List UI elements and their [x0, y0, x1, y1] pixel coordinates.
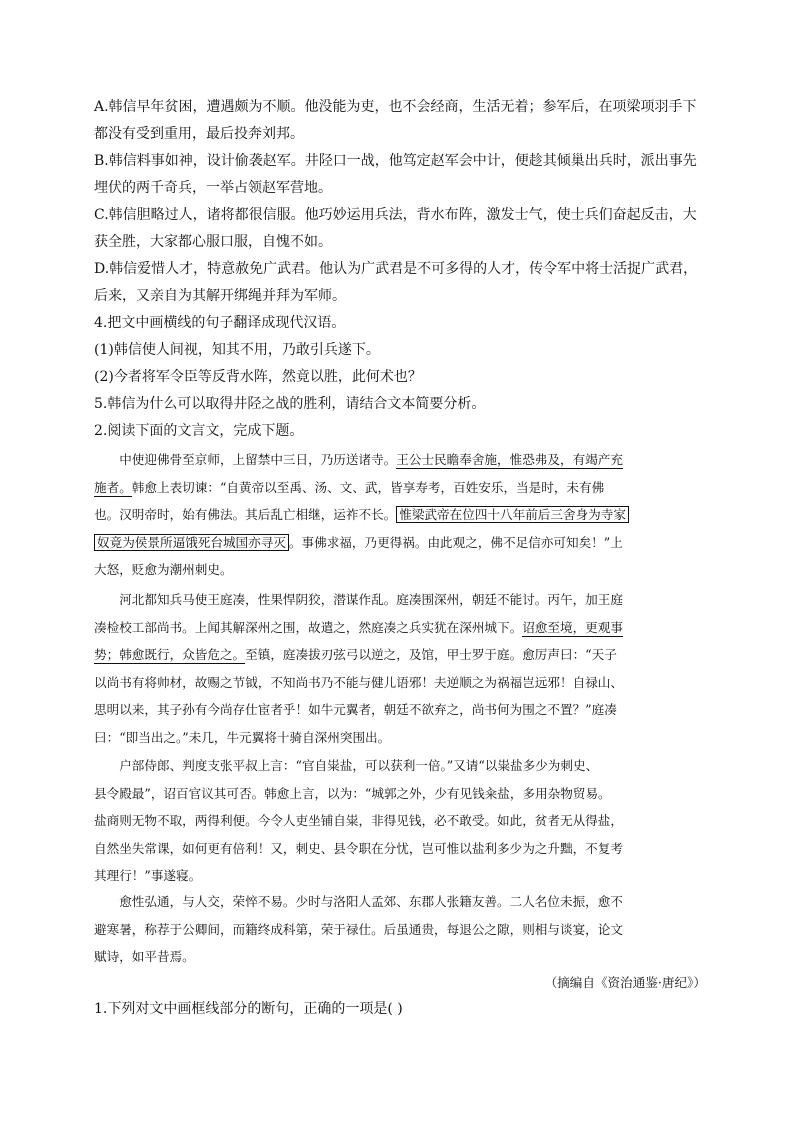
passage-p4-line1: 愈性弘通，与人交，荣悴不易。少时与洛阳人孟郊、东郡人张籍友善。二人名位未振，愈不 — [119, 894, 623, 909]
question-5 — [94, 391, 706, 418]
option-a-line2: 都没有受到重用，最后投奔刘邦。 — [94, 126, 304, 142]
passage-p1-line2 — [94, 474, 706, 502]
option-b-line2: 埋伏的两千奇兵，一举占领赵军营地。 — [94, 180, 332, 196]
option-c-line1: C.韩信胆略过人，诸将都很信服。他巧妙运用兵法，背水布阵，激发士气，使士兵们奋起反击，大 — [94, 207, 697, 223]
passage-paragraph-1 — [94, 446, 706, 584]
passage-p4-line3: 赋诗，如平昔焉。 — [94, 949, 195, 964]
option-d — [94, 256, 706, 310]
passage-text: 中使迎佛骨至京师，上留禁中三日，乃历送诸寺。 — [119, 452, 397, 467]
passage-source — [94, 969, 706, 997]
question-4 — [94, 310, 706, 391]
passage-p1-line3 — [94, 501, 706, 529]
section-2-heading — [94, 418, 706, 445]
passage-p2-line4: 以尚书有将帅材，故赐之节钺，不知尚书乃不能与健儿语邪！夫逆顺之为祸福岂远邪！自禄山、 — [94, 674, 623, 690]
passage-text: 至镇，庭凑拔刃弦弓以逆之，及馆，甲士罗于庭。愈厉声曰：“天子 — [245, 647, 617, 662]
passage-p3-line2: 县令殿最”，诏百官议其可否。韩愈上言，以为：“城郭之外，少有见钱籴盐，多用杂物贸易。 — [94, 785, 611, 801]
question-4-sentence-2: (2)今者将军令臣等反背水阵，然竟以胜，此何术也？ — [94, 369, 422, 385]
passage-paragraph-3 — [94, 752, 706, 890]
passage-p2-line3 — [94, 641, 706, 669]
passage-p3-line3: 盐商则无物不取，两得利便。今令人吏坐铺自粜，非得见钱，必不敢受。如此，贫者无从得盐， — [94, 813, 623, 828]
boxed-sentence: 惟梁武帝在位四十八年前后三舍身为寺家 — [396, 506, 629, 523]
option-d-line2: 后来，又亲自为其解开绑绳并拜为军师。 — [94, 288, 346, 304]
option-c-line2: 获全胜，大家都心服口服，自愧不如。 — [94, 234, 332, 250]
option-a — [94, 94, 706, 148]
underlined-sentence: 王公士民瞻奉舍施，惟恐弗及，有竭产充 — [396, 452, 623, 467]
question-1 — [94, 996, 706, 1023]
question-1-text: 1.下列对文中画框线部分的断句，正确的一项是( ) — [94, 1001, 403, 1017]
passage-p3-line4: 自然坐失常课，如何更有倍利！又，刺史、县令职在分忧，岂可惟以盐利多少为之升黜，不复考 — [94, 840, 623, 856]
passage-p2-line5: 思明以来，其子孙有今尚存仕宦者乎！如牛元翼者，朝廷不欲弃之，尚书何为围之不置？”庭凑 — [94, 702, 617, 717]
option-a-line1: A.韩信早年贫困，遭遇颇为不顺。他没能为吏，也不会经商，生活无着；参军后，在项梁项羽手下 — [94, 99, 697, 115]
passage-p3-line1: 户部侍郎、判度支张平叔上言：“官自粜盐，可以获利一倍。”又请“以粜盐多少为刺史、 — [119, 758, 599, 773]
passage-paragraph-4 — [94, 888, 706, 971]
option-b-line1: B.韩信料事如神，设计偷袭赵军。井陉口一战，他笃定赵军会中计，便趁其倾巢出兵时，派出事先 — [94, 153, 697, 169]
question-4-title: 4.把文中画横线的句子翻译成现代汉语。 — [94, 315, 346, 331]
section-2-text: 2.阅读下面的文言文，完成下题。 — [94, 423, 304, 439]
question-5-text: 5.韩信为什么可以取得井陉之战的胜利，请结合文本简要分析。 — [94, 396, 486, 412]
passage-p1-line5: 大怒，贬愈为潮州刺史。 — [94, 562, 233, 577]
passage-text: 。事佛求福，乃更得祸。由此观之，佛不足信亦可知矣！”上 — [288, 534, 623, 550]
underlined-sentence: 诏愈至境，更观事 — [522, 619, 623, 635]
passage-p1-line4 — [94, 529, 706, 557]
passage-p2-line1: 河北都知兵马使王庭凑，性果悍阴狡，潜谋作乱。庭凑围深州，朝廷不能讨。丙午，加王庭 — [119, 592, 623, 607]
passage-p4-line2: 避寒暑，称荐于公卿间，而籍终成科第，荣于禄仕。后虽通贵，每退公之隙，则相与谈宴，论文 — [94, 921, 623, 937]
question-4-sentence-1: (1)韩信使人间视，知其不用，乃敢引兵遂下。 — [94, 342, 380, 358]
passage-p3-line5: 其理行！”事遂寝。 — [94, 868, 202, 883]
passage-text: 韩愈上表切谏：“自黄帝以至禹、汤、文、武，皆享寿考，百姓安乐，当是时，未有佛 — [131, 479, 605, 495]
source-citation: （摘编自《资治通鉴·唐纪》） — [544, 975, 706, 990]
passage-text: 凑检校工部尚书。上闻其解深州之围，故遣之，然庭凑之兵实犹在深州城下。 — [94, 619, 523, 635]
passage-paragraph-2 — [94, 586, 706, 751]
passage-p1-line1 — [94, 446, 706, 474]
option-b — [94, 148, 706, 202]
underlined-sentence: 施者。 — [94, 479, 132, 495]
underlined-sentence: 势；韩愈既行，众皆危之。 — [94, 647, 246, 662]
boxed-sentence: 奴竟为侯景所逼饿死台城国亦寻灭 — [94, 534, 289, 551]
option-c — [94, 202, 706, 256]
passage-text: 也。汉明帝时，始有佛法。其后乱亡相继，运祚不长。 — [94, 507, 397, 522]
passage-p2-line6: 曰：“即当出之。”未几，牛元翼将十骑自深州突围出。 — [94, 729, 391, 745]
passage-p2-line2 — [94, 614, 706, 642]
option-d-line1: D.韩信爱惜人才，特意赦免广武君。他认为广武君是不可多得的人才，传令军中将士活捉广武君， — [94, 261, 698, 277]
